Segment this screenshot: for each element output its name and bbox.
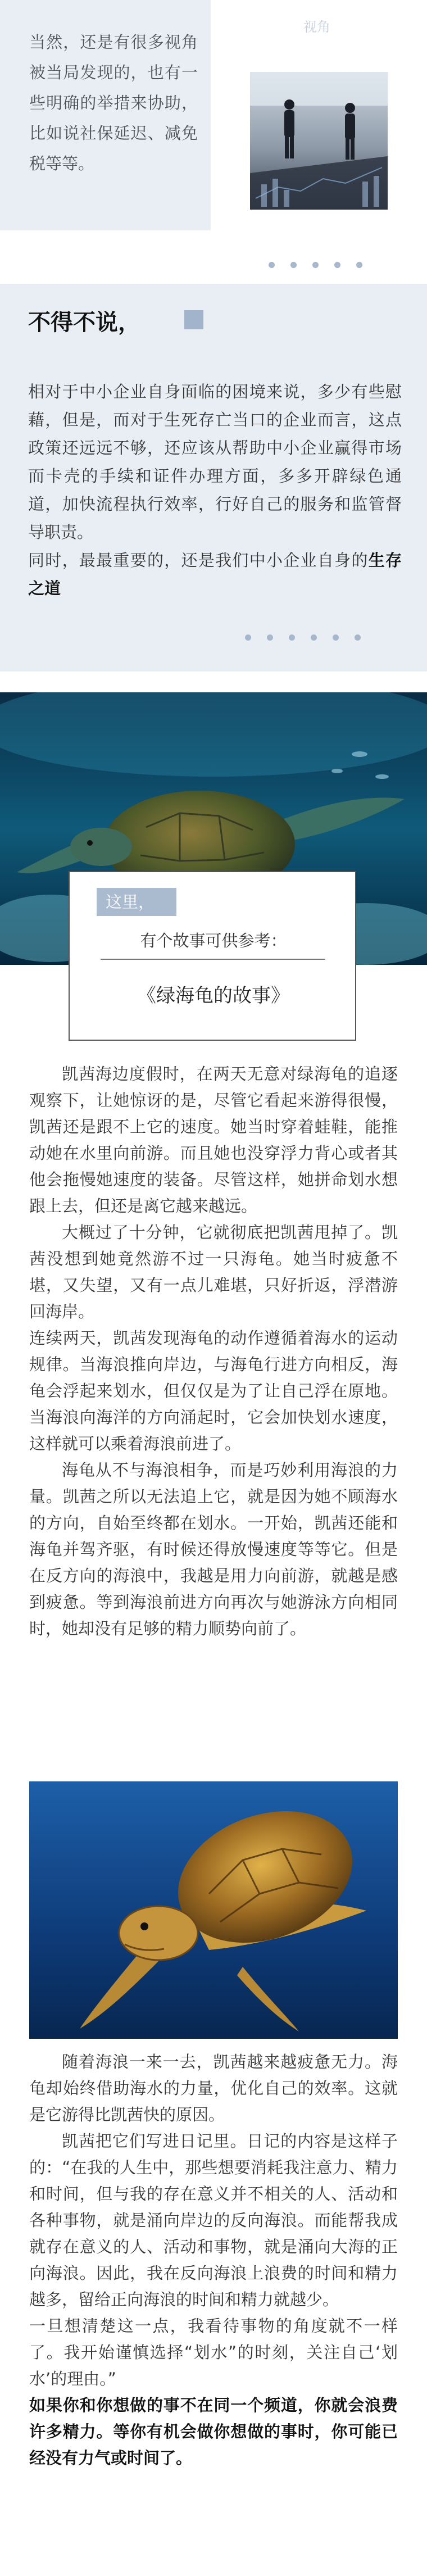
story-paragraph: 随着海浪一来一去，凯茜越来越疲惫无力。海龟却始终借助海水的力量，优化自己的效率。这就是它游得比凯茜快的原因。	[29, 2052, 398, 2124]
story-card	[69, 871, 356, 1041]
dot	[333, 634, 339, 641]
story-text	[29, 2049, 398, 2471]
dot	[334, 262, 340, 268]
story-paragraph: 凯茜把它们写进日记里。日记的内容是这样子的：“在我的人生中，那些想要消耗我注意力、精力和时间，但与我的存在意义并不相关的人、活动和各种事物，就是涌向岸边的反向海浪。而能帮我成就存在意义的人、活动和事物，就是涌向大海的正向海浪。因此，我在反向海浪上浪费的时间和精力越多，留给正向海浪的时间和精力就越少。	[29, 2131, 398, 2309]
commentary-body	[28, 378, 402, 602]
dot	[290, 262, 297, 268]
business-people-photo	[250, 72, 388, 210]
story-conclusion	[29, 2392, 398, 2471]
intro-section	[0, 0, 427, 275]
intro-text: 当然，还是有很多视角被当局发现的，也有一些明确的举措来协助，比如说社保延迟、减免税等等。	[29, 33, 198, 173]
divider	[101, 959, 325, 960]
commentary-paragraph: 相对于中小企业自身面临的困境来说，多少有些慰藉，但是，而对于生死存亡当口的企业而言，这点政策还远远不够，还应该从帮助中小企业赢得市场而卡壳的手续和证件办理方面，多多开辟绿色通道，加快流程执行效率，行好自己的服务和监管督导职责。	[28, 382, 402, 542]
emphasis-text: 如果你和你想做的事不在同一个频道，你就会浪费许多精力。等你有机会做你想做的事时，你可能已经没有力气或时间了。	[29, 2396, 398, 2468]
story-paragraph: 凯茜海边度假时，在两天无意对绿海龟的追逐观察下，让她惊讶的是，尽管它看起来游得很慢，凯茜还是跟不上它的速度。她当时穿着蛙鞋，能推动她在水里向前游。而且她也没穿浮力背心或者其他会拖慢她速度的装备。尽管这样，她拼命划水想跟上去，但还是离它越来越远。	[29, 1064, 398, 1216]
story-tag: 这里，	[97, 888, 176, 916]
dot	[267, 634, 273, 641]
story-paragraph: 一旦想清楚这一点，我看待事物的角度就不一样了。我开始谨慎选择“划水”的时刻，关注自己‘划水’的理由。”	[29, 2316, 398, 2388]
dot	[269, 262, 275, 268]
section-heading: 不得不说，	[28, 310, 140, 335]
story-paragraph: 大概过了十分钟，它就彻底把凯茜甩掉了。凯茜没想到她竟然游不过一只海龟。她当时疲惫不堪，又失望，又有一点儿难堪，只好折返，浮潜游回海岸。	[29, 1223, 398, 1321]
sea-turtle-photo	[29, 1781, 398, 2039]
dot	[289, 634, 295, 641]
dot	[311, 634, 317, 641]
dot	[312, 262, 319, 268]
emphasis-text: 生存之道	[28, 551, 402, 598]
photo-label: 视角	[303, 19, 330, 35]
commentary-paragraph	[28, 546, 402, 602]
slider-dots	[269, 262, 362, 268]
story-text	[29, 1061, 398, 1642]
story-intro-line: 有个故事可供参考：	[140, 931, 287, 950]
dot	[245, 634, 251, 641]
commentary-text: 同时，最最重要的，还是我们中小企业自身的	[28, 551, 369, 570]
dot	[356, 262, 362, 268]
story-paragraph: 连续两天，凯茜发现海龟的动作遵循着海水的运动规律。当海浪推向岸边，与海龟行进方向相反，海龟会浮起来划水，但仅仅是为了让自己浮在原地。当海浪向海洋的方向涌起时，它会加快划水速度，这样就可以乘着海浪前进了。	[29, 1328, 398, 1453]
dot	[355, 634, 361, 641]
story-paragraph: 海龟从不与海浪相争，而是巧妙利用海浪的力量。凯茜之所以无法追上它，就是因为她不顾海水的方向，自始至终都在划水。一开始，凯茜还能和海龟并驾齐驱，有时候还得放慢速度等等它。但是在反方向的海浪中，我越是用力向前游，就越是感到疲惫。等到海浪前进方向再次与她游泳方向相同时，她却没有足够的精力顺势向前了。	[29, 1461, 398, 1638]
story-title: 《绿海龟的故事》	[137, 985, 290, 1007]
slider-dots	[245, 634, 361, 641]
heading-square-icon	[184, 310, 203, 329]
